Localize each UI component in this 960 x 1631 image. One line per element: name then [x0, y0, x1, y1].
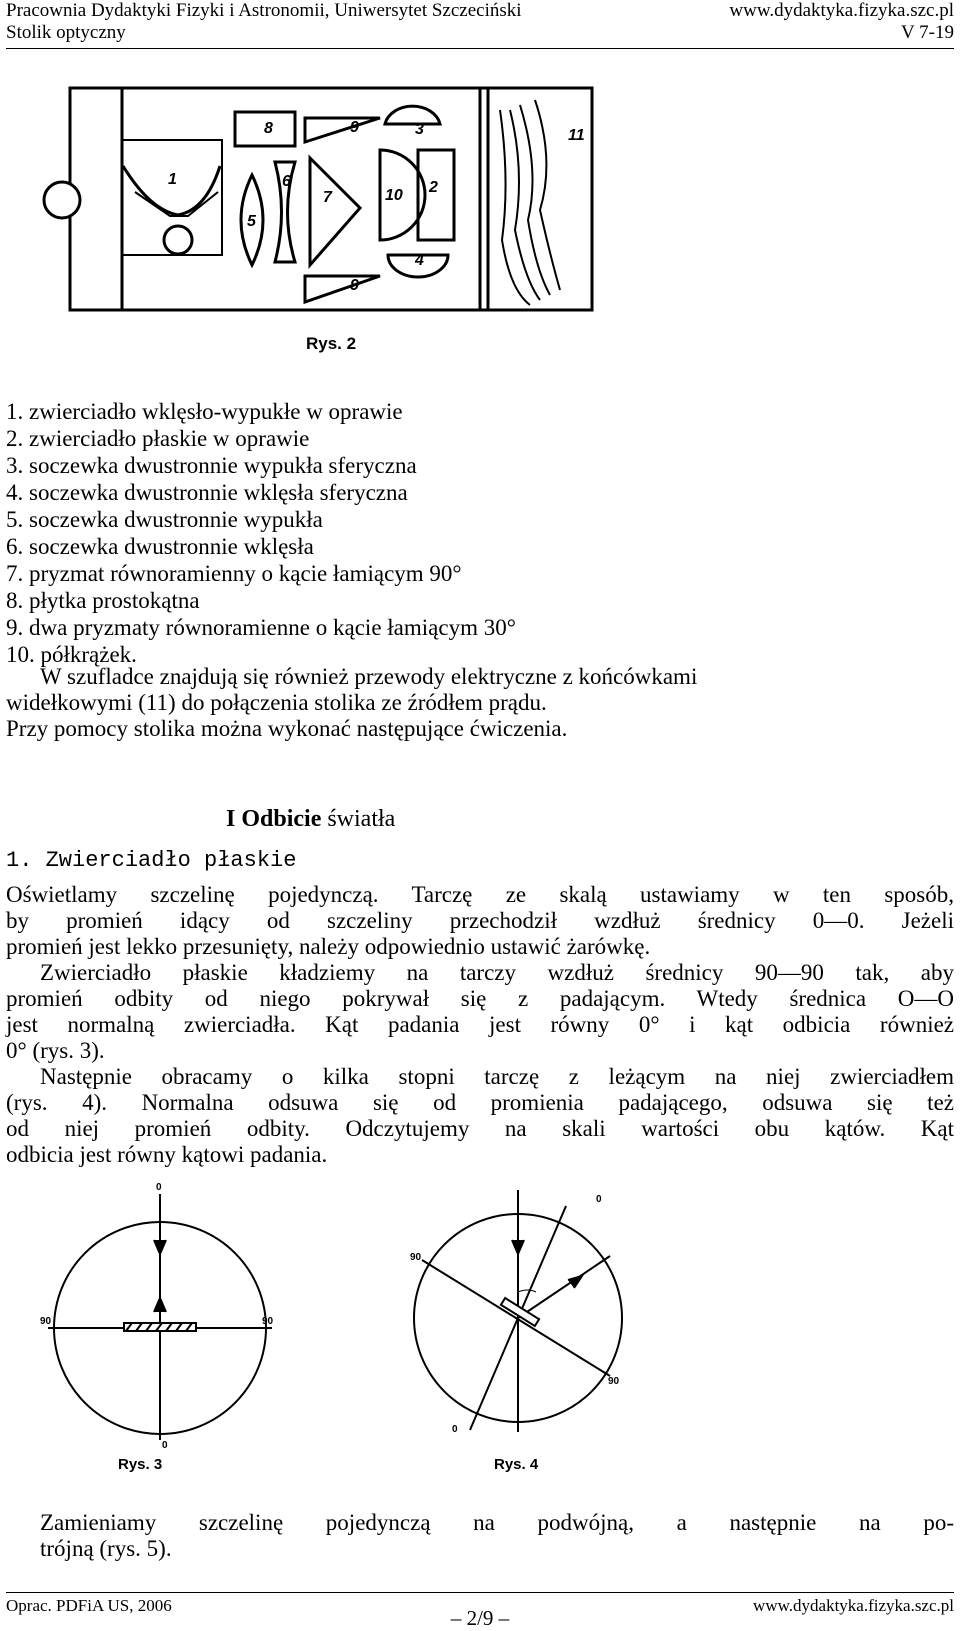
incident-arrow: [154, 1240, 166, 1254]
body-line: promień jest lekko przesunięty, należy odpowiednio ustawić żarówkę.: [6, 934, 651, 959]
lens-3: [385, 106, 440, 124]
header-url[interactable]: www.dydaktyka.fizyka.szc.pl: [729, 0, 954, 21]
section-heading-bold: I Odbicie: [226, 806, 322, 832]
footer-rule: [6, 1592, 954, 1593]
fig2-label-8: 8: [264, 120, 273, 137]
page-header-row-1: [6, 0, 954, 22]
header-rule: [6, 48, 954, 49]
mirror-holder: [164, 226, 192, 254]
cables-11: [500, 100, 560, 305]
list-item: 9. dwa pryzmaty równoramienne o kącie łamiącym 30°: [6, 615, 516, 640]
fig4-label-left: 90: [410, 1252, 422, 1263]
fig3-label-right: 90: [262, 1316, 274, 1327]
fig3-label-bottom: 0: [162, 1440, 168, 1450]
fig2-label-5: 5: [247, 213, 256, 230]
fig2-label-9-top: 9: [350, 119, 359, 136]
page-header-row-2: [6, 22, 954, 44]
incident-arrow: [512, 1240, 524, 1254]
parts-list: [6, 398, 516, 668]
figure-4-diagram: [410, 1180, 640, 1440]
list-item: 1. zwierciadło wklęsło-wypukłe w oprawie: [6, 399, 403, 424]
fig2-label-1: 1: [168, 171, 177, 188]
fig4-label-top: 0: [596, 1194, 602, 1205]
figure-3-caption: Rys. 3: [118, 1456, 163, 1473]
body-line: promień odbity od niego pokrywał się z padającym. Wtedy średnica O—O: [6, 986, 954, 1011]
figure-3-diagram: [40, 1180, 280, 1450]
fig2-label-6: 6: [282, 173, 291, 190]
body-line: od niej promień odbity. Odczytujemy na skali wartości obu kątów. Kąt: [6, 1116, 954, 1141]
fig2-label-3: 3: [415, 121, 424, 138]
prism-7: [310, 158, 360, 265]
header-institution: Pracownia Dydaktyki Fizyki i Astronomii, Uniwersytet Szczeciński: [6, 0, 522, 21]
drawer-knob: [44, 182, 80, 218]
fig4-label-bottom: 0: [452, 1424, 458, 1435]
section-heading-rest: światła: [321, 806, 396, 832]
closing-line-1: Zamieniamy szczelinę pojedynczą na podwójną, a następnie na po-: [40, 1510, 954, 1535]
figure-2-caption: Rys. 2: [306, 334, 357, 353]
list-item: 6. soczewka dwustronnie wklęsła: [6, 534, 314, 559]
body-line: odbicia jest równy kątowi padania.: [6, 1142, 328, 1167]
figure-2-drawer-diagram: [40, 80, 600, 320]
body-line: Następnie obracamy o kilka stopni tarczę z leżącym na niej zwierciadłem: [40, 1064, 954, 1089]
page-number: – 2/9 –: [450, 1606, 510, 1630]
list-item: 8. płytka prostokątna: [6, 588, 200, 613]
section-heading: [226, 806, 395, 833]
fig2-label-2: 2: [429, 179, 438, 196]
body-line: 0° (rys. 3).: [6, 1038, 105, 1063]
fig3-label-left: 90: [40, 1316, 52, 1327]
footer-left: Oprac. PDFiA US, 2006: [6, 1596, 172, 1615]
body-line: Oświetlamy szczelinę pojedynczą. Tarczę ze skalą ustawiamy w ten sposób,: [6, 882, 954, 907]
header-title: Stolik optyczny: [6, 22, 126, 43]
drawer-text-line-1: W szufladce znajdują się również przewody elektryczne z końcówkami: [40, 664, 698, 689]
fig2-label-10: 10: [385, 187, 403, 204]
figure-4-caption: Rys. 4: [494, 1456, 539, 1473]
body-line: jest normalną zwierciadła. Kąt padania jest równy 0° i kąt odbicia również: [6, 1012, 954, 1037]
closing-line-2: trójną (rys. 5).: [40, 1536, 172, 1561]
header-version: V 7-19: [901, 22, 954, 43]
body-line: Zwierciadło płaskie kładziemy na tarczy wzdłuż średnicy 90—90 tak, aby: [40, 960, 954, 985]
fig3-label-top: 0: [156, 1182, 162, 1193]
prism-9-top: [305, 118, 380, 142]
list-item: 7. pryzmat równoramienny o kącie łamiącym 90°: [6, 561, 462, 586]
angle-arc: [518, 1290, 536, 1292]
fig2-label-11: 11: [568, 127, 585, 144]
fig2-label-7: 7: [323, 189, 332, 206]
fig2-label-4: 4: [415, 252, 424, 269]
list-item: 2. zwierciadło płaskie w oprawie: [6, 426, 310, 451]
exercises-intro: Przy pomocy stolika można wykonać następujące ćwiczenia.: [6, 716, 568, 741]
list-item: 5. soczewka dwustronnie wypukła: [6, 507, 323, 532]
reflected-arrow: [568, 1276, 582, 1288]
reflected-arrow: [154, 1298, 166, 1312]
subsection-heading: 1. Zwierciadło płaskie: [6, 848, 297, 873]
body-line: (rys. 4). Normalna odsuwa się od promienia padającego, odsuwa się też: [6, 1090, 954, 1115]
prism-9-bottom: [305, 276, 380, 302]
list-item: 10. półkrążek.: [6, 642, 137, 667]
drawer-text-line-2: widełkowymi (11) do połączenia stolika ze źródłem prądu.: [6, 690, 547, 715]
fig2-label-9-bottom: 9: [350, 277, 359, 294]
fig4-label-right: 90: [608, 1376, 620, 1387]
body-line: by promień idący od szczeliny przechodził wzdłuż średnicy 0—0. Jeżeli: [6, 908, 954, 933]
list-item: 4. soczewka dwustronnie wklęsła sferyczna: [6, 480, 408, 505]
list-item: 3. soczewka dwustronnie wypukła sferyczna: [6, 453, 417, 478]
footer-url[interactable]: www.dydaktyka.fizyka.szc.pl: [753, 1596, 954, 1615]
